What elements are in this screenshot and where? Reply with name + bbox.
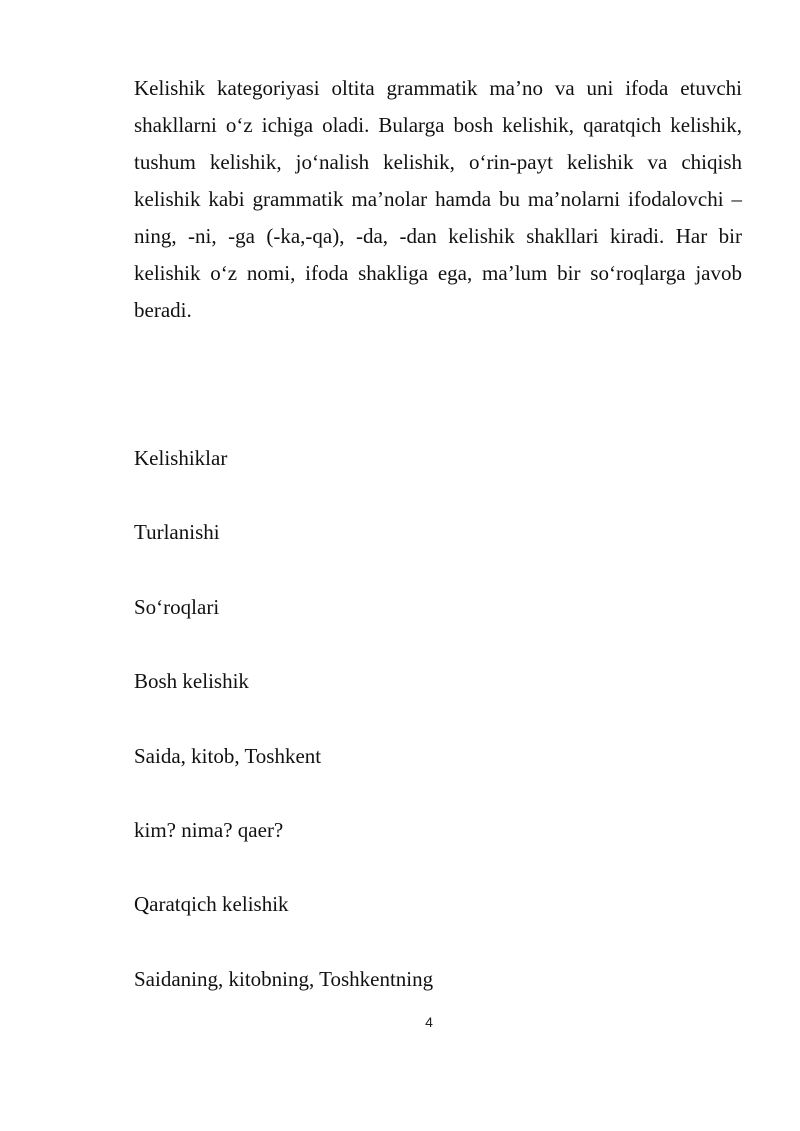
line-nominative-case: Bosh kelishik [134, 669, 249, 694]
page-number: 4 [425, 1014, 433, 1030]
line-genitive-case: Qaratqich kelishik [134, 892, 289, 917]
line-genitive-examples: Saidaning, kitobning, Toshkentning [134, 966, 434, 991]
line-header-cases: Kelishiklar [134, 446, 228, 470]
line-nominative-examples: Saida, kitob, Toshkent [134, 743, 322, 768]
line-header-questions: So‘roqlari [134, 594, 220, 619]
body-paragraph: Kelishik kategoriyasi oltita grammatik ma’no va uni ifoda etuvchi shakllarni o‘z ichiga oladi. Bularga bosh kelishik, qaratqich kelishik, tushum kelishik, jo‘nalish kelishik, o‘rin-payt kelishik va chiqish kelishik kabi grammatik ma’nolar hamda bu ma’nolarni ifodalovchi – ning, -ni, -ga (-ka,-qa), -da, -dan kelishik shakllari kiradi. Har bir kelishik o‘z nomi, ifoda shakliga ega, ma’lum bir so‘roqlarga javob beradi. [134, 76, 742, 322]
line-header-declension: Turlanishi [134, 520, 220, 545]
case-table-lines [134, 440, 734, 1035]
line-nominative-questions: kim? nima? qaer? [134, 817, 284, 842]
